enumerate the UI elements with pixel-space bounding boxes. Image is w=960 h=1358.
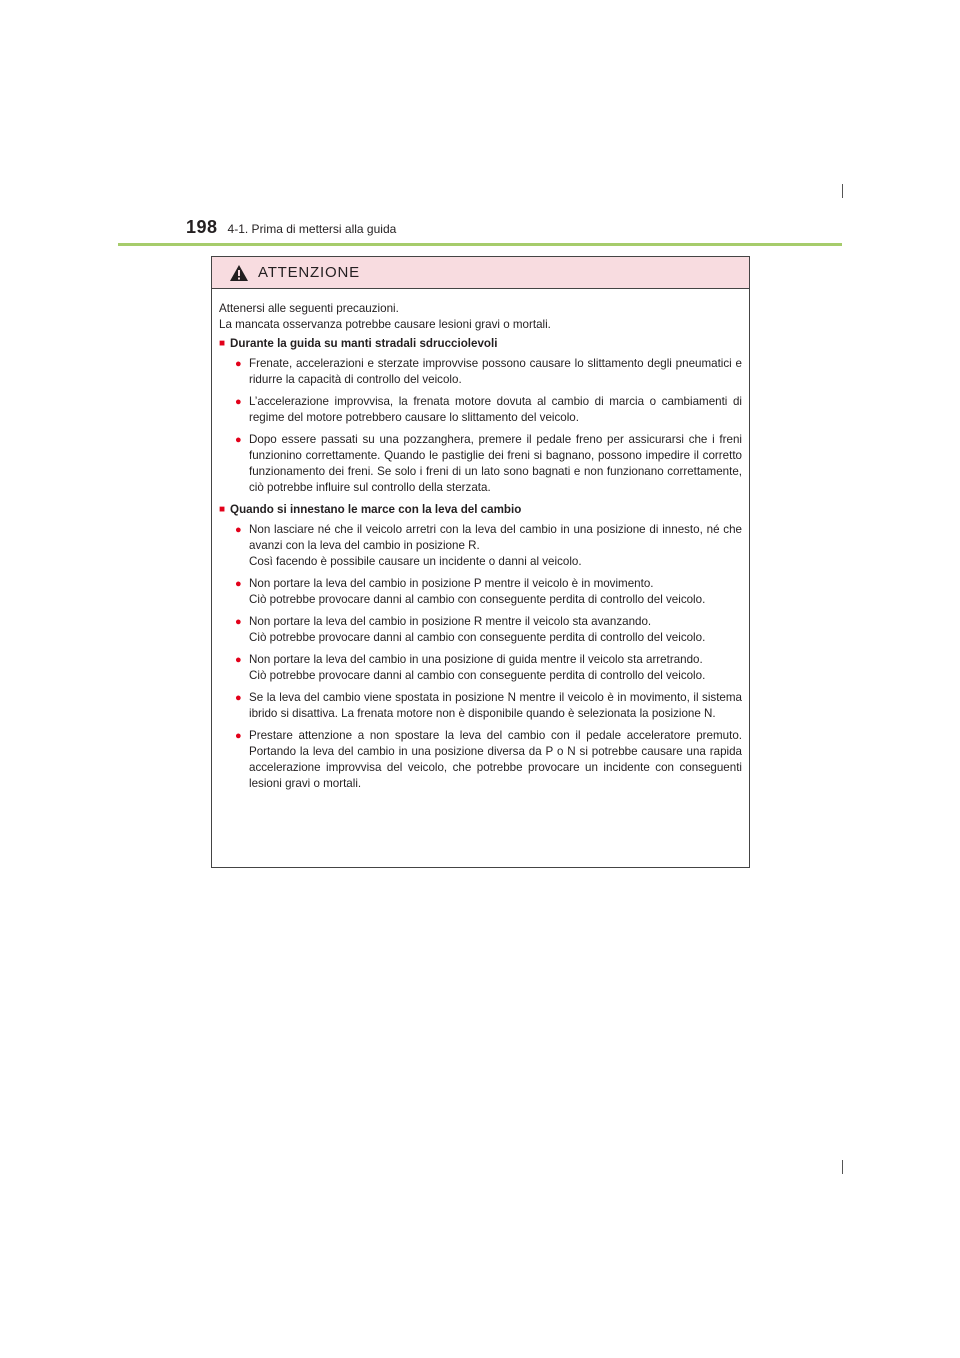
list-item-text: Non lasciare né che il veicolo arretri con la leva del cambio in una posizione di innesto, né che avanzi con la leva del cambio in posizione R. (249, 523, 742, 552)
bullet-dot-icon: ● (235, 692, 242, 704)
bullet-dot-icon: ● (235, 730, 242, 742)
list-item-text: Non portare la leva del cambio in posizione R mentre il veicolo sta avanzando. (249, 615, 652, 628)
page-number: 198 (186, 217, 218, 237)
section-heading-text: Durante la guida su manti stradali sdrucciolevoli (230, 337, 498, 350)
list-item-text: Prestare attenzione a non spostare la leva del cambio con il pedale acceleratore premuto. Portando la leva del cambio in una posizione diversa da P o N si potrebbe causare una rapida accelerazione improvvisa del veicolo, che potrebbe provocare un incidente con conseguenti lesioni gravi o mortali. (249, 729, 742, 790)
list-item (235, 522, 742, 570)
bullet-dot-icon: ● (235, 616, 242, 628)
warning-box (211, 256, 750, 868)
list-item (235, 728, 742, 792)
warning-triangle-icon (229, 264, 249, 282)
square-bullet-icon: ■ (219, 504, 226, 515)
section-title: 4-1. Prima di mettersi alla guida (227, 222, 397, 236)
list-item-text: L’accelerazione improvvisa, la frenata motore dovuta al cambio di marcia o cambiamenti di regime del motore potrebbero causare lo slittamento del veicolo. (249, 395, 742, 424)
list-item (235, 394, 742, 426)
list-item (235, 356, 742, 388)
list-item (235, 690, 742, 722)
section-heading (219, 336, 742, 352)
warning-title: ATTENZIONE (258, 264, 360, 281)
list-item (235, 614, 742, 646)
bullet-dot-icon: ● (235, 358, 242, 370)
list-item (235, 576, 742, 608)
crop-mark-top (842, 184, 843, 198)
warning-intro (219, 301, 742, 333)
bullet-dot-icon: ● (235, 524, 242, 536)
warning-title-bar (212, 257, 749, 289)
section-heading (219, 502, 742, 518)
intro-line: La mancata osservanza potrebbe causare lesioni gravi o mortali. (219, 318, 551, 331)
square-bullet-icon: ■ (219, 338, 226, 349)
list-item-text: Così facendo è possibile causare un incidente o danni al veicolo. (249, 555, 582, 568)
list-item-text: Non portare la leva del cambio in posizione P mentre il veicolo è in movimento. (249, 577, 654, 590)
bullet-dot-icon: ● (235, 578, 242, 590)
header-rule (118, 243, 842, 246)
page-header (186, 217, 396, 238)
list-item-text: Ciò potrebbe provocare danni al cambio con conseguente perdita di controllo del veicolo. (249, 631, 706, 644)
section-heading-text: Quando si innestano le marce con la leva del cambio (230, 503, 522, 516)
warning-body (212, 289, 749, 792)
list-item-text: Frenate, accelerazioni e sterzate improvvise possono causare lo slittamento degli pneumatici e ridurre la capacità di controllo del veicolo. (249, 357, 742, 386)
list-item-text: Ciò potrebbe provocare danni al cambio con conseguente perdita di controllo del veicolo. (249, 593, 706, 606)
crop-mark-bottom (842, 1160, 843, 1174)
bullet-dot-icon: ● (235, 434, 242, 446)
bullet-dot-icon: ● (235, 396, 242, 408)
list-item-text: Dopo essere passati su una pozzanghera, premere il pedale freno per assicurarsi che i freni funzionino correttamente. Quando le pastiglie dei freni si bagnano, possono impedire il corretto funzionamento dei freni. Se solo i freni di un lato sono bagnati e non funzionano correttamente, ciò potrebbe influire sul controllo della sterzata. (249, 433, 742, 494)
list-item (235, 432, 742, 496)
list-item-text: Se la leva del cambio viene spostata in posizione N mentre il veicolo è in movimento, il sistema ibrido si disattiva. La frenata motore non è disponibile quando è selezionata la posizione N. (249, 691, 742, 720)
intro-line: Attenersi alle seguenti precauzioni. (219, 302, 399, 315)
list-item-text: Non portare la leva del cambio in una posizione di guida mentre il veicolo sta arretrando. (249, 653, 703, 666)
list-item-text: Ciò potrebbe provocare danni al cambio con conseguente perdita di controllo del veicolo. (249, 669, 706, 682)
bullet-dot-icon: ● (235, 654, 242, 666)
list-item (235, 652, 742, 684)
